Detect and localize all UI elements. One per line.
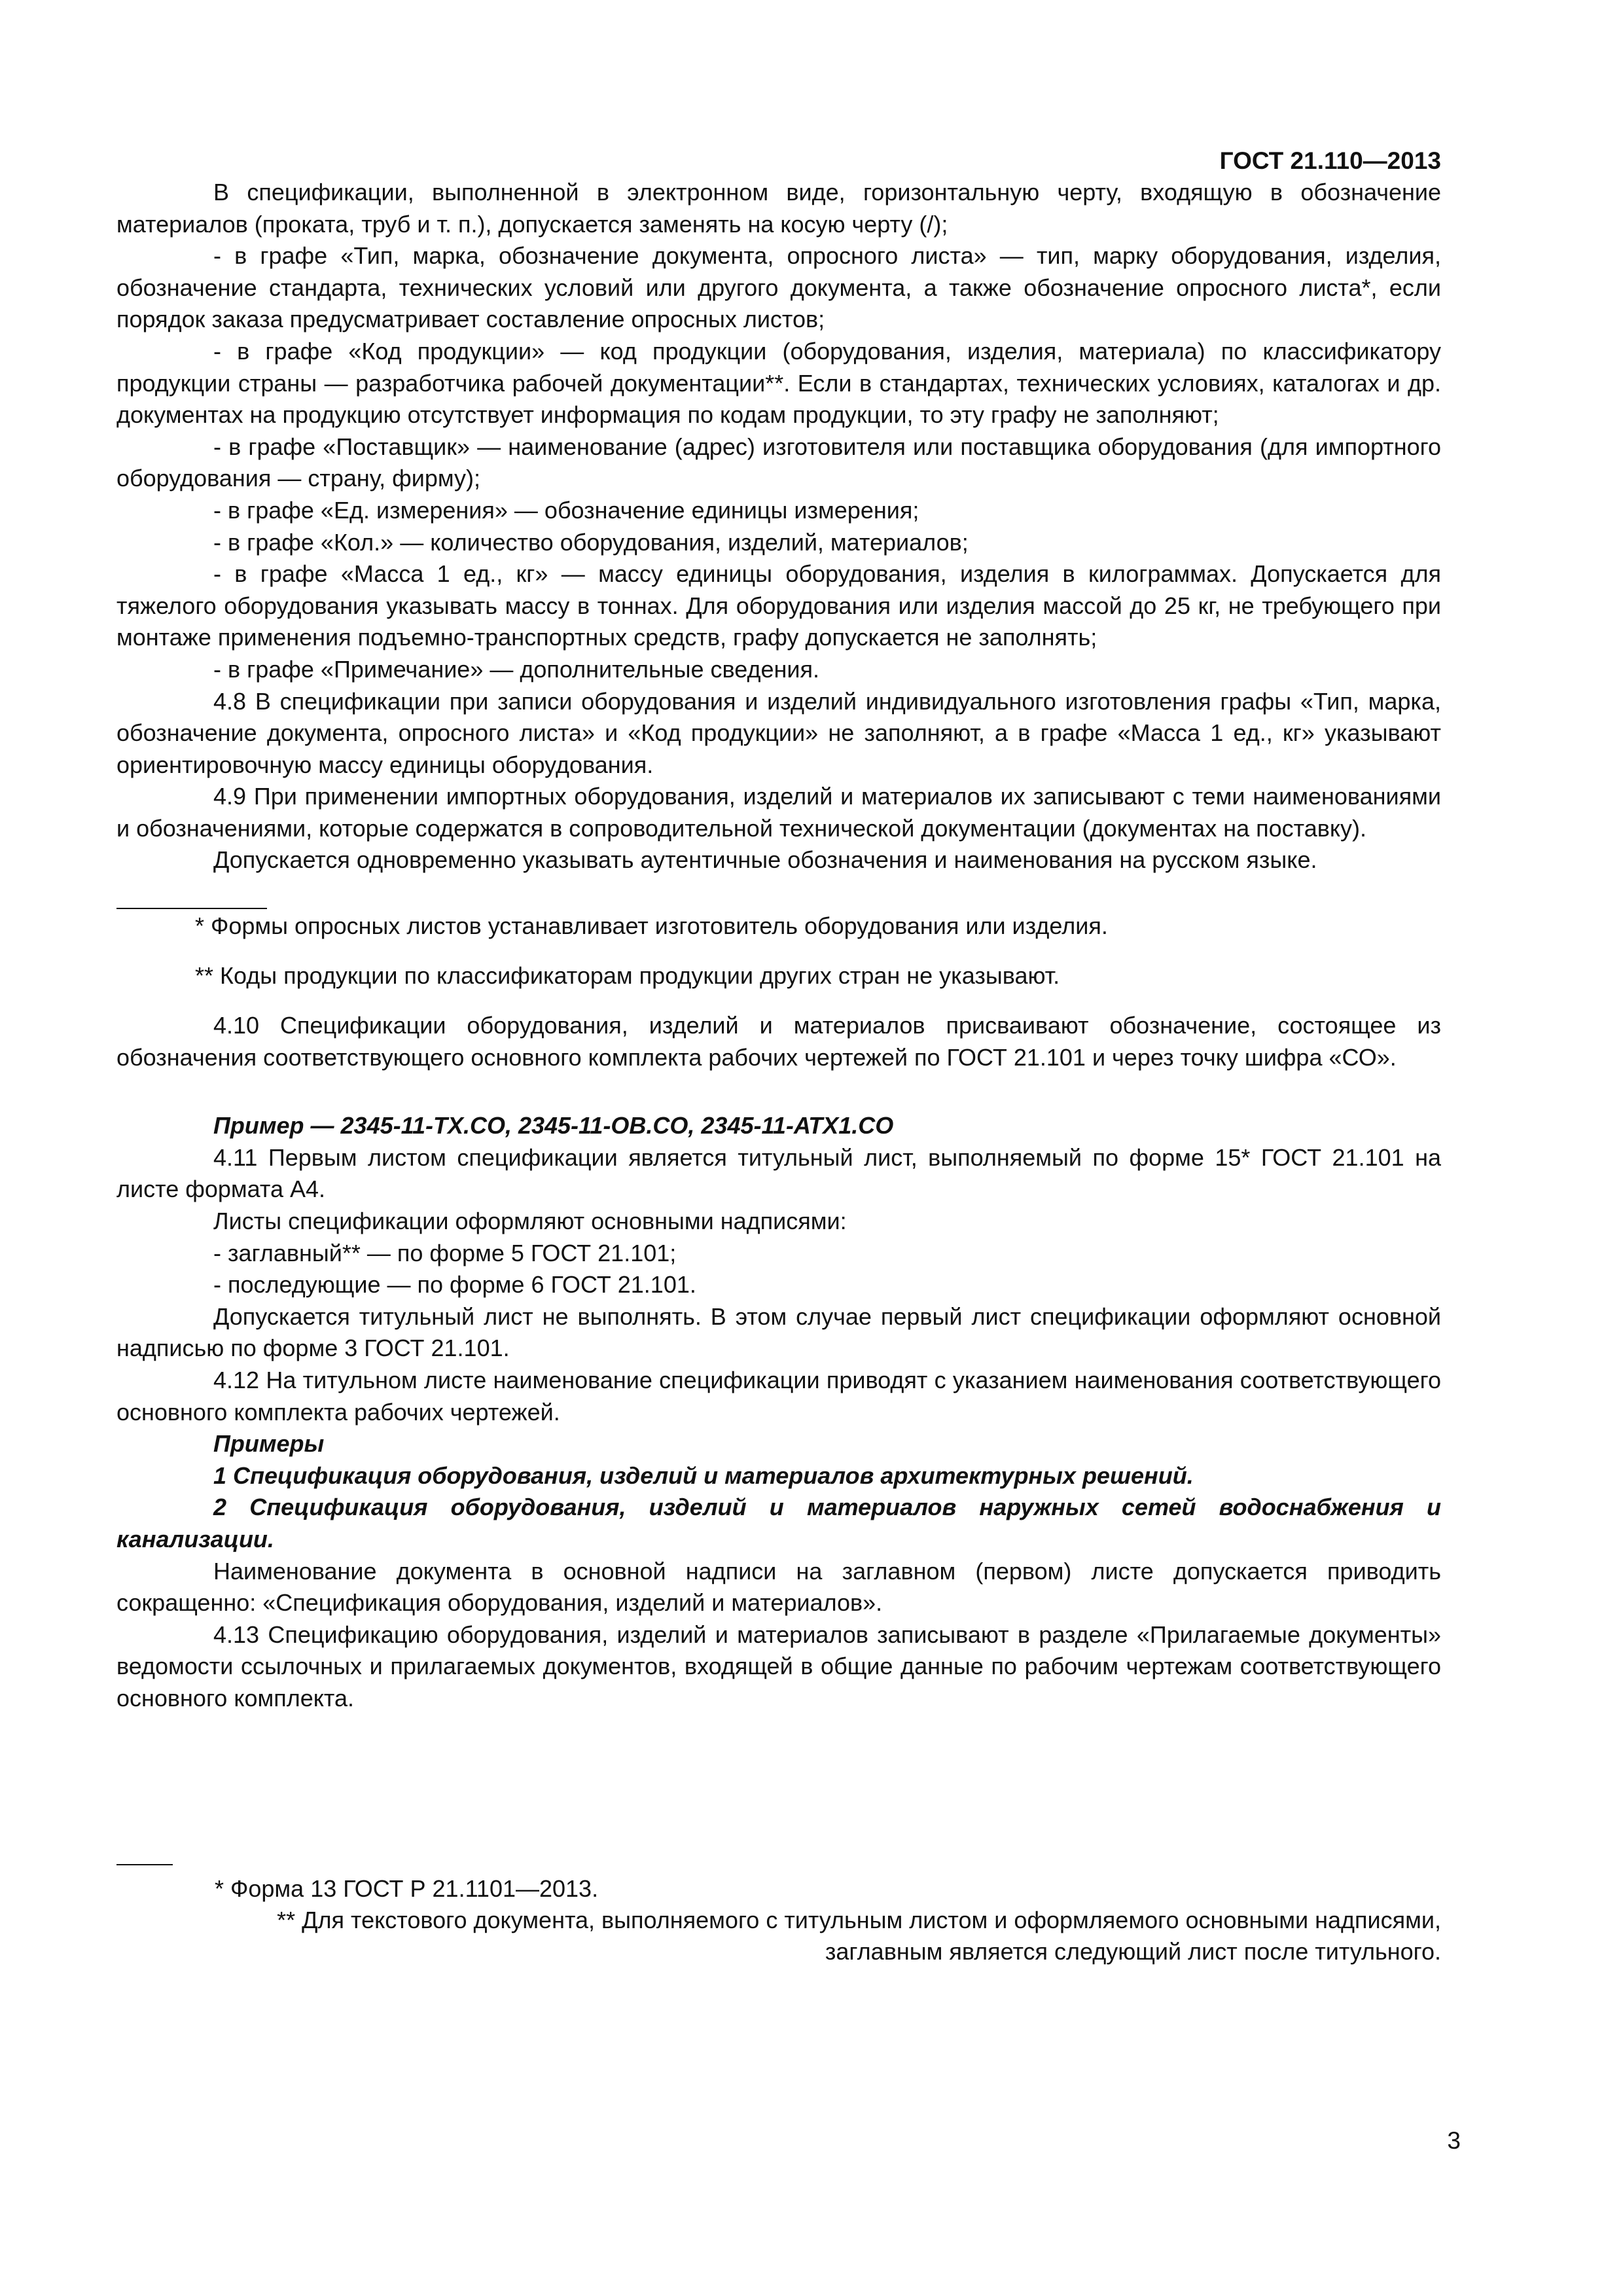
paragraph-4-13: 4.13 Спецификацию оборудования, изделий и материалов записывают в разделе «Прилагаемые документы» ведомости ссылочных и прилагаемых документов, входящей в общие данные по рабочим чертежам соответствующего основного комплекта. bbox=[116, 1621, 1441, 1712]
paragraph-sheets-stamps: Листы спецификации оформляют основными надписями: bbox=[213, 1208, 847, 1235]
paragraph-electronic-form: В спецификации, выполненной в электронном виде, горизонтальную черту, входящую в обозначение материалов (проката, труб и т. п.), допускается заменять на косую черту (/); bbox=[116, 179, 1441, 238]
paragraph-column-code: - в графе «Код продукции» — код продукции (оборудования, изделия, материала) по классификатору продукции страны — разработчика рабочей документации**. Если в стандартах, технических условиях, каталогах и др. документах на продукцию отсутствует информация по кодам продукции, то эту графу не заполняют; bbox=[116, 337, 1441, 429]
paragraph-short-name: Наименование документа в основной надписи на заглавном (первом) листе допускается приводить сокращенно: «Спецификация оборудования, изделий и материалов». bbox=[116, 1557, 1441, 1617]
page-number: 3 bbox=[1447, 2127, 1461, 2154]
footnote-separator-2 bbox=[116, 1864, 173, 1865]
footnote-text-document: ** Для текстового документа, выполняемого с титульным листом и оформляемого основными надписями, заглавным является следующий лист после титульного. bbox=[277, 1906, 1441, 1965]
paragraph-column-qty: - в графе «Кол.» — количество оборудования, изделий, материалов; bbox=[213, 528, 969, 556]
paragraph-4-10: 4.10 Спецификации оборудования, изделий и материалов присваивают обозначение, состоящее из обозначения соответствующего основного комплекта рабочих чертежей по ГОСТ 21.101 и через точку шифра «СО». bbox=[116, 1012, 1441, 1071]
footnote-separator bbox=[116, 908, 267, 909]
paragraph-column-supplier: - в графе «Поставщик» — наименование (адрес) изготовителя или поставщика оборудования (для импортного оборудования — страну, фирму); bbox=[116, 433, 1441, 492]
paragraph-column-mass: - в графе «Масса 1 ед., кг» — массу единицы оборудования, изделия в килограммах. Допускается для тяжелого оборудования указывать массу в тоннах. Для оборудования или изделия массой до 25 кг, не требующего при монтаже применения подъемно-транспортных средств, графу допускается не заполнять; bbox=[116, 560, 1441, 651]
footnote-survey-forms: * Формы опросных листов устанавливает изготовитель оборудования или изделия. bbox=[195, 912, 1108, 940]
paragraph-next-stamp: - последующие — по форме 6 ГОСТ 21.101. bbox=[213, 1271, 696, 1299]
paragraph-4-9: 4.9 При применении импортных оборудования, изделий и материалов их записывают с теми наименованиями и обозначениями, которые содержатся в сопроводительной технической документации (документах на поставку). bbox=[116, 783, 1441, 842]
paragraph-column-note: - в графе «Примечание» — дополнительные сведения. bbox=[213, 655, 820, 683]
paragraph-title-optional: Допускается титульный лист не выполнять. В этом случае первый лист спецификации оформляют основной надписью по форме 3 ГОСТ 21.101. bbox=[116, 1302, 1441, 1362]
paragraph-russian-names: Допускается одновременно указывать аутентичные обозначения и наименования на русском языке. bbox=[213, 846, 1317, 874]
example-designations: Пример — 2345-11-ТХ.СО, 2345-11-ОВ.СО, 2345-11-АТХ1.СО bbox=[213, 1112, 894, 1139]
standard-code-header: ГОСТ 21.110—2013 bbox=[1219, 147, 1441, 174]
paragraph-column-unit: - в графе «Ед. измерения» — обозначение единицы измерения; bbox=[213, 496, 919, 524]
example-1: 1 Спецификация оборудования, изделий и материалов архитектурных решений. bbox=[213, 1462, 1194, 1489]
footnote-product-codes: ** Коды продукции по классификаторам продукции других стран не указывают. bbox=[195, 962, 1060, 990]
example-2: 2 Спецификация оборудования, изделий и материалов наружных сетей водоснабжения и канализации. bbox=[116, 1494, 1441, 1552]
footnote-form-13: * Форма 13 ГОСТ Р 21.1101—2013. bbox=[215, 1874, 599, 1902]
paragraph-4-8: 4.8 В спецификации при записи оборудования и изделий индивидуального изготовления графы «Тип, марка, обозначение документа, опросного листа» и «Код продукции» не заполняют, а в графе «Масса 1 ед., кг» указывают ориентировочную массу единицы оборудования. bbox=[116, 687, 1441, 778]
document-page bbox=[116, 145, 1441, 1967]
examples-heading: Примеры bbox=[213, 1430, 325, 1458]
paragraph-column-type: - в графе «Тип, марка, обозначение документа, опросного листа» — тип, марку оборудования, изделия, обозначение стандарта, технических условий или другого документа, а также обозначение опросного листа*, если порядок заказа предусматривает составление опросных листов; bbox=[116, 242, 1441, 333]
paragraph-title-stamp: - заглавный** — по форме 5 ГОСТ 21.101; bbox=[213, 1239, 677, 1266]
paragraph-4-12: 4.12 На титульном листе наименование спецификации приводят с указанием наименования соответствующего основного комплекта рабочих чертежей. bbox=[116, 1367, 1441, 1426]
paragraph-4-11: 4.11 Первым листом спецификации является титульный лист, выполняемый по форме 15* ГОСТ 21.101 на листе формата А4. bbox=[116, 1143, 1441, 1203]
